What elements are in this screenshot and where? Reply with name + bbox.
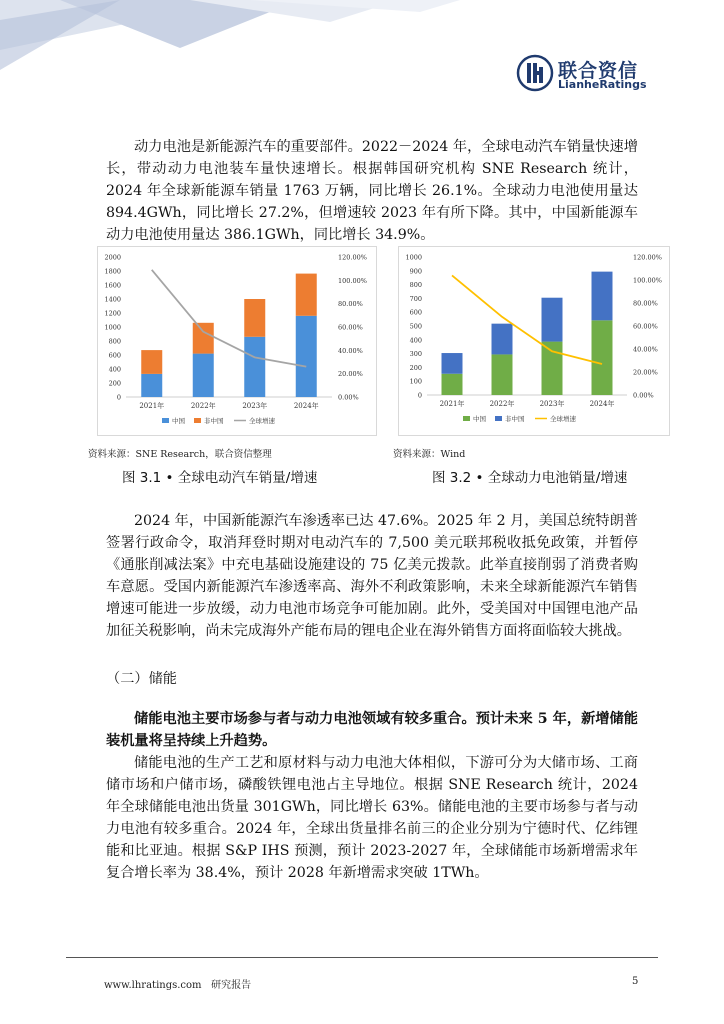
legend-label: 全球增速 [550,415,576,423]
bar-non-china [542,298,563,342]
footer-website [104,976,251,991]
y2-tick-label: 40.00% [338,346,363,355]
y2-tick-label: 60.00% [338,323,363,332]
legend-label: 中国 [473,415,486,423]
y-tick-label: 1800 [104,267,121,276]
y-tick-label: 1400 [104,295,121,304]
y-tick-label: 0 [116,393,121,402]
brand-logo [516,54,646,94]
y-tick-label: 800 [409,281,422,290]
bar-china [296,316,317,397]
chart-battery-sales [398,246,670,436]
bar-non-china [592,272,613,321]
legend-swatch-non-china [194,418,201,423]
legend-label: 非中国 [505,415,525,423]
page-number: 5 [632,976,639,987]
chart-battery-sales-svg [399,247,669,435]
y2-tick-label: 100.00% [338,276,367,285]
y2-tick-label: 0.00% [633,391,654,400]
growth-line [452,275,602,364]
legend-swatch-non-china [495,416,502,421]
x-tick-label: 2021年 [439,400,465,408]
chart-ev-sales-svg [98,247,376,435]
section-title: （二）储能 [106,671,177,687]
y-tick-label: 400 [409,336,422,345]
y-tick-label: 300 [409,350,422,359]
y2-tick-label: 80.00% [633,299,658,308]
bar-china [592,320,613,395]
growth-line [152,270,307,367]
x-tick-label: 2024年 [589,400,615,408]
y2-tick-label: 20.00% [633,368,658,377]
bar-non-china [492,324,513,355]
footer-label: 研究报告 [211,980,252,991]
legend-label: 全球增速 [249,417,275,425]
bar-non-china [296,274,317,316]
y2-tick-label: 60.00% [633,322,658,331]
bar-china [193,354,214,397]
legend-label: 中国 [172,417,185,425]
y-tick-label: 1600 [104,281,121,290]
y-tick-label: 1200 [104,309,121,318]
x-tick-label: 2022年 [489,400,515,408]
paragraph-text: 储能电池的生产工艺和原材料与动力电池大体相似，下游可分为大储市场、工商储市场和户储市场，磷酸铁锂电池占主导地位。根据 SNE Research 统计，2024 年全球储能电池出货量 301GWh，同比增长 63%。储能电池的主要市场参与者与动力电池有较多重合。2024 年，全球出货量排名前三的企业分别为宁德时代、亿纬锂能和比亚迪。根据 S&P IHS 预测，预计 2023-2027 年，全球储能市场新增需求年复合增长率为 38.4%，预计 2028 年新增需求突破 1TWh。 [106,755,638,881]
y-tick-label: 500 [409,322,422,331]
bar-china [141,374,162,397]
chart2-caption: 图 3.2 • 全球动力电池销量/增速 [432,470,628,486]
y2-tick-label: 80.00% [338,300,363,309]
bar-china [442,374,463,395]
y-tick-label: 200 [108,379,121,388]
paragraph-text: 2024 年，中国新能源汽车渗透率已达 47.6%。2025 年 2 月，美国总统特朗普签署行政命令，取消拜登时期对电动汽车的 7,500 美元联邦税收抵免政策，并暂停《通胀削减法案》中充电基础设施建设的 75 亿美元拨款。此举直接削弱了消费者购车意愿。受国内新能源汽车渗透率高、海外不利政策影响，未来全球新能源汽车销售增速可能进一步放缓，动力电池市场竞争可能加剧。此外，受美国对中国锂电池产品加征关税影响，尚未完成海外产能布局的锂电企业在海外销售方面将面临较大挑战。 [106,513,638,639]
y-tick-label: 600 [108,351,121,360]
header-decoration [0,0,460,70]
paragraph-text: 动力电池是新能源汽车的重要部件。2022－2024 年，全球电动汽车销量快速增长，带动动力电池装车量快速增长。根据韩国研究机构 SNE Research 统计，2024 年全球新能源车销量 1763 万辆，同比增长 26.1%。全球动力电池使用量达 894.4GWh，同比增长 27.2%，但增速较 2023 年有所下降。其中，中国新能源车动力电池使用量达 386.1GWh，同比增长 34.9%。 [106,139,638,243]
y-tick-label: 600 [409,308,422,317]
y2-tick-label: 120.00% [338,253,367,262]
legend-label: 非中国 [204,417,224,425]
x-tick-label: 2024年 [293,402,319,410]
y2-tick-label: 100.00% [633,276,662,285]
x-tick-label: 2023年 [539,400,565,408]
paragraph-bold-text: 储能电池主要市场参与者与动力电池领域有较多重合。预计未来 5 年，新增储能装机量将呈持续上升趋势。 [106,711,638,749]
chart2-source: 资料来源：Wind [393,449,466,460]
bar-non-china [141,350,162,374]
y-tick-label: 400 [108,365,121,374]
paragraph-policy [106,510,638,642]
chart-ev-sales [97,246,377,436]
y-tick-label: 200 [409,363,422,372]
bar-non-china [193,323,214,354]
bar-non-china [244,299,265,337]
logo-chinese-name: 联合资信 [558,60,639,82]
footer-divider [66,957,658,958]
y-tick-label: 700 [409,294,422,303]
bar-china [492,354,513,395]
x-tick-label: 2021年 [139,402,165,410]
bar-non-china [442,353,463,374]
logo-english-name: LianheRatings [558,78,647,91]
paragraph-storage [106,752,638,884]
bar-china [244,337,265,397]
lianhe-logo-icon [516,54,554,92]
y2-tick-label: 40.00% [633,345,658,354]
y-tick-label: 1000 [104,323,121,332]
y-tick-label: 800 [108,337,121,346]
y2-tick-label: 120.00% [633,253,662,262]
paragraph-ev-battery [106,136,638,246]
x-tick-label: 2023年 [242,402,268,410]
x-tick-label: 2022年 [190,402,216,410]
y2-tick-label: 20.00% [338,370,363,379]
y-tick-label: 0 [417,391,422,400]
y-tick-label: 2000 [104,253,121,262]
legend-swatch-china [162,418,169,423]
paragraph-lead [106,708,638,752]
chart1-caption: 图 3.1 • 全球电动汽车销量/增速 [122,470,318,486]
footer-url: www.lhratings.com [104,980,202,991]
y-tick-label: 100 [409,377,422,386]
chart1-source: 资料来源：SNE Research，联合资信整理 [88,449,272,460]
bar-china [542,342,563,395]
legend-swatch-china [463,416,470,421]
y-tick-label: 900 [409,267,422,276]
y2-tick-label: 0.00% [338,393,359,402]
y-tick-label: 1000 [405,253,422,262]
